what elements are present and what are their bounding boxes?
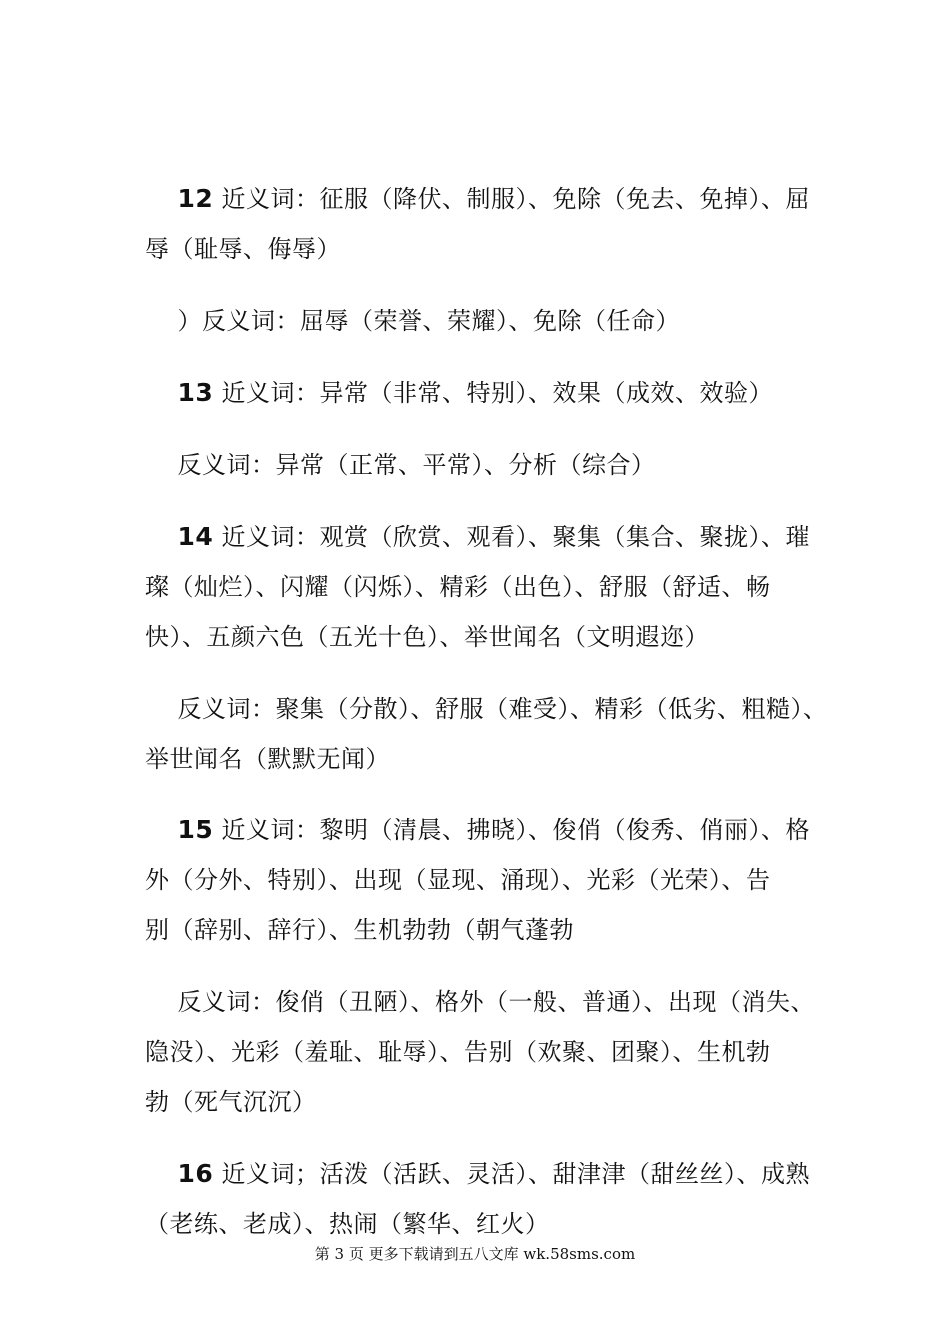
text-line: 隐没）、光彩（羞耻、耻辱）、告别（欢聚、团聚）、生机勃 bbox=[145, 1038, 771, 1066]
text-line: 快）、五颜六色（五光十色）、举世闻名（文明遐迩） bbox=[145, 623, 709, 651]
text-line: 别（辞别、辞行）、生机勃勃（朝气蓬勃 bbox=[145, 916, 574, 944]
text-line: 近义词；活泼（活跃、灵活）、甜津津（甜丝丝）、成熟 bbox=[221, 1160, 810, 1188]
text-line: 反义词：异常（正常、平常）、分析（综合） bbox=[177, 451, 656, 479]
text-line: 近义词：观赏（欣赏、观看）、聚集（集合、聚拢）、璀 bbox=[221, 523, 810, 551]
entry-number: 12 bbox=[177, 184, 214, 213]
text-line: 璨（灿烂）、闪耀（闪烁）、精彩（出色）、舒服（舒适、畅 bbox=[145, 573, 771, 601]
text-line: 反义词：俊俏（丑陋）、格外（一般、普通）、出现（消失、 bbox=[177, 988, 816, 1016]
page-footer: 第 3 页 更多下载请到五八文库 wk.58sms.com bbox=[314, 1245, 636, 1263]
entry-number: 15 bbox=[177, 815, 214, 844]
text-line: 近义词：征服（降伏、制服）、免除（免去、免掉）、屈 bbox=[221, 185, 810, 213]
entry-number: 13 bbox=[177, 378, 214, 407]
text-line: 勃（死气沉沉） bbox=[145, 1088, 317, 1116]
text-line: 外（分外、特别）、出现（显现、涌现）、光彩（光荣）、告 bbox=[145, 866, 771, 894]
entry-number: 14 bbox=[177, 522, 214, 551]
text-line: 近义词：黎明（清晨、拂晓）、俊俏（俊秀、俏丽）、格 bbox=[221, 816, 810, 844]
text-line: 辱（耻辱、侮辱） bbox=[145, 235, 341, 263]
text-line: 举世闻名（默默无闻） bbox=[145, 745, 390, 773]
text-line: ）反义词：屈辱（荣誉、荣耀）、免除（任命） bbox=[177, 307, 681, 335]
entry-16-synonyms bbox=[145, 1099, 845, 1299]
entry-number: 16 bbox=[177, 1159, 214, 1188]
text-line: 反义词：聚集（分散）、舒服（难受）、精彩（低劣、粗糙）、 bbox=[177, 695, 828, 723]
text-line: 近义词：异常（非常、特别）、效果（成效、效验） bbox=[221, 379, 773, 407]
text-line: （老练、老成）、热闹（繁华、红火） bbox=[145, 1210, 550, 1238]
